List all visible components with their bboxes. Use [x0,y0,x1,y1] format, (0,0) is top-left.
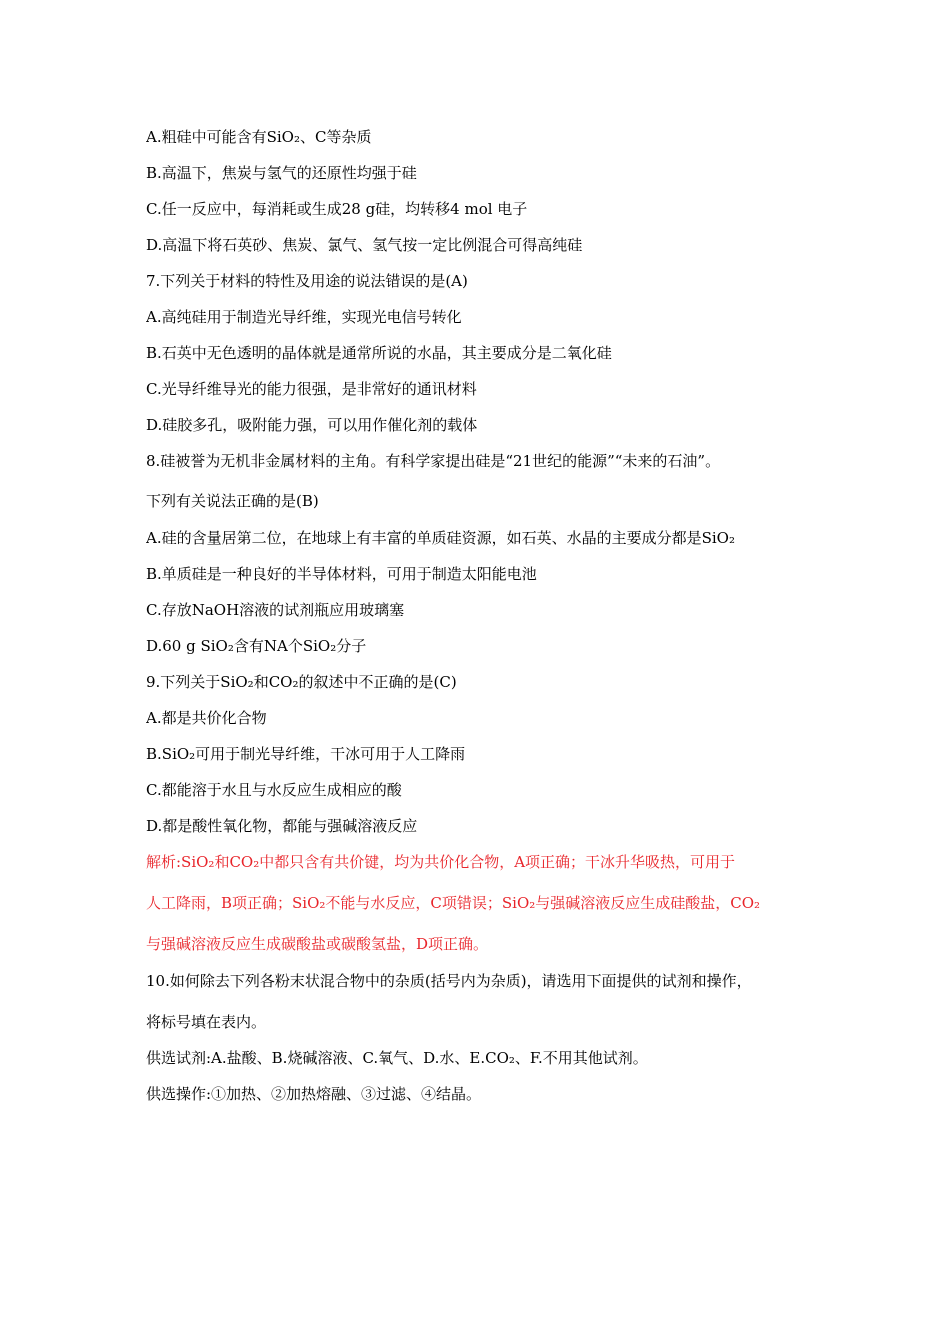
option-6c: C.任一反应中，每消耗或生成28 g硅，均转移4 mol 电子 [146,200,528,218]
question-8: 8.硅被誉为无机非金属材料的主角。有科学家提出硅是“21世纪的能源”“未来的石油”。 [146,452,721,470]
option-6a: A.粗硅中可能含有SiO₂、C等杂质 [146,128,372,146]
analysis-line-3: 与强碱溶液反应生成碳酸盐或碳酸氢盐，D项正确。 [146,935,489,953]
option-9a: A.都是共价化合物 [146,709,267,727]
option-9c: C.都能溶于水且与水反应生成相应的酸 [146,781,402,799]
option-7a: A.高纯硅用于制造光导纤维，实现光电信号转化 [146,308,462,326]
option-7c: C.光导纤维导光的能力很强，是非常好的通讯材料 [146,380,477,398]
option-6d: D.高温下将石英砂、焦炭、氯气、氢气按一定比例混合可得高纯硅 [146,236,583,254]
analysis-line-1: 解析:SiO₂和CO₂中都只含有共价键，均为共价化合物，A项正确；干冰升华吸热，可用于 [146,853,736,871]
option-8d: D.60 g SiO₂含有NA个SiO₂分子 [146,637,367,655]
question-10-continued: 将标号填在表内。 [146,1013,267,1031]
question-10: 10.如何除去下列各粉末状混合物中的杂质(括号内为杂质)，请选用下面提供的试剂和操作， [146,972,752,990]
option-8a: A.硅的含量居第二位，在地球上有丰富的单质硅资源，如石英、水晶的主要成分都是SiO₂ [146,529,735,547]
reagent-options: 供选试剂:A.盐酸、B.烧碱溶液、C.氧气、D.水、E.CO₂、F.不用其他试剂。 [146,1049,648,1067]
question-7: 7.下列关于材料的特性及用途的说法错误的是(A) [146,272,468,290]
option-7b: B.石英中无色透明的晶体就是通常所说的水晶，其主要成分是二氧化硅 [146,344,612,362]
option-8c: C.存放NaOH溶液的试剂瓶应用玻璃塞 [146,601,405,619]
option-7d: D.硅胶多孔，吸附能力强，可以用作催化剂的载体 [146,416,478,434]
option-9d: D.都是酸性氧化物，都能与强碱溶液反应 [146,817,418,835]
operation-options: 供选操作:①加热、②加热熔融、③过滤、④结晶。 [146,1085,482,1103]
option-8b: B.单质硅是一种良好的半导体材料，可用于制造太阳能电池 [146,565,537,583]
option-9b: B.SiO₂可用于制光导纤维，干冰可用于人工降雨 [146,745,466,763]
option-6b: B.高温下，焦炭与氢气的还原性均强于硅 [146,164,417,182]
question-9: 9.下列关于SiO₂和CO₂的叙述中不正确的是(C) [146,673,457,691]
analysis-line-2: 人工降雨，B项正确；SiO₂不能与水反应，C项错误；SiO₂与强碱溶液反应生成硅酸盐，CO₂ [146,894,761,912]
question-8-continued: 下列有关说法正确的是(B) [146,492,319,510]
